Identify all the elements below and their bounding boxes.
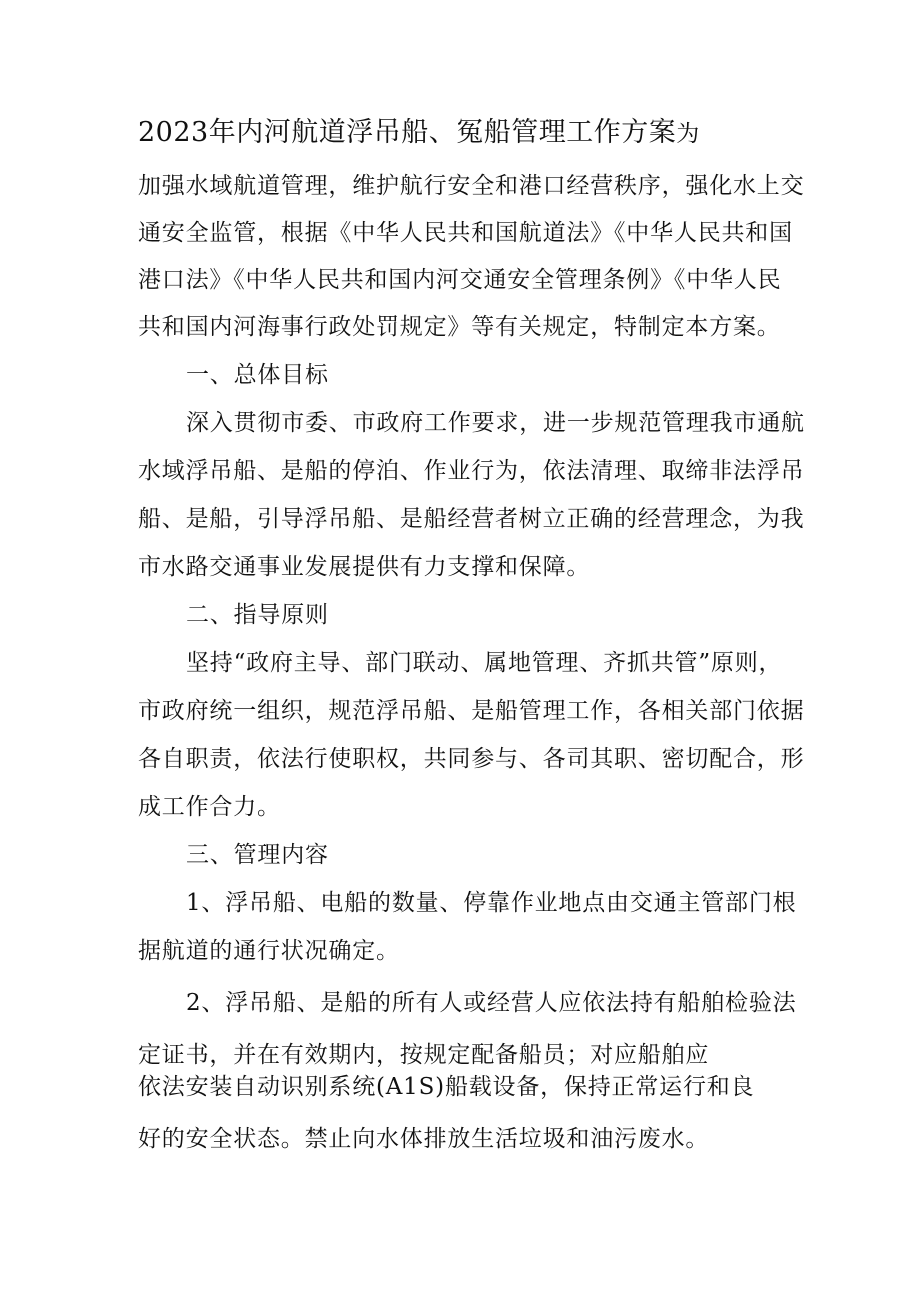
section2-line-3: 各自职责，依法行使职权，共同参与、各司其职、密切配合，形 — [138, 746, 805, 772]
title-tail-text: 为 — [676, 121, 701, 147]
intro-line-4: 共和国内河海事行政处罚规定》等有关规定，特制定本方案。 — [138, 314, 781, 340]
section1-line-3: 船、是船，引导浮吊船、是船经营者树立正确的经营理念，为我 — [138, 506, 805, 532]
section1-line-4: 市水路交通事业发展提供有力支撑和保障。 — [138, 554, 591, 580]
document-title: 2023年内河航道浮吊船、冤船管理工作方案 — [138, 117, 677, 148]
section1-line-1: 深入贯彻市委、市政府工作要求，进一步规范管理我市通航 — [186, 410, 805, 436]
item1-line-2: 据航道的通行状况确定。 — [138, 938, 400, 964]
section1-line-2: 水域浮吊船、是船的停泊、作业行为，依法清理、取缔非法浮吊 — [138, 458, 805, 484]
section2-line-1: 坚持“政府主导、部门联动、属地管理、齐抓共管”原则， — [186, 650, 783, 676]
intro-line-2: 通安全监管，根据《中华人民共和国航道法》《中华人民共和国 — [138, 220, 793, 246]
section2-line-4: 成工作合力。 — [138, 794, 281, 820]
document-title-line — [138, 118, 700, 149]
section-heading-2: 二、指导原则 — [186, 602, 329, 628]
item2-line-2: 定证书，并在有效期内，按规定配备船员；对应船舶应 — [138, 1042, 710, 1068]
item2-line-1: 2、浮吊船、是船的所有人或经营人应依法持有船舶检验法 — [186, 990, 797, 1016]
section2-line-2: 市政府统一组织，规范浮吊船、是船管理工作，各相关部门依据 — [138, 698, 805, 724]
intro-line-3: 港口法》《中华人民共和国内河交通安全管理条例》《中华人民 — [138, 267, 782, 293]
item2-line-4: 好的安全状态。禁止向水体排放生活垃圾和油污废水。 — [138, 1126, 710, 1152]
item1-line-1: 1、浮吊船、电船的数量、停靠作业地点由交通主管部门根 — [186, 890, 797, 916]
section-heading-3: 三、管理内容 — [186, 842, 329, 868]
section-heading-1: 一、总体目标 — [186, 362, 329, 388]
intro-line-1: 加强水域航道管理，维护航行安全和港口经营秩序，强化水上交 — [138, 173, 805, 199]
item2-line-3: 依法安装自动识别系统(A1S)船载设备，保持正常运行和良 — [138, 1074, 755, 1100]
